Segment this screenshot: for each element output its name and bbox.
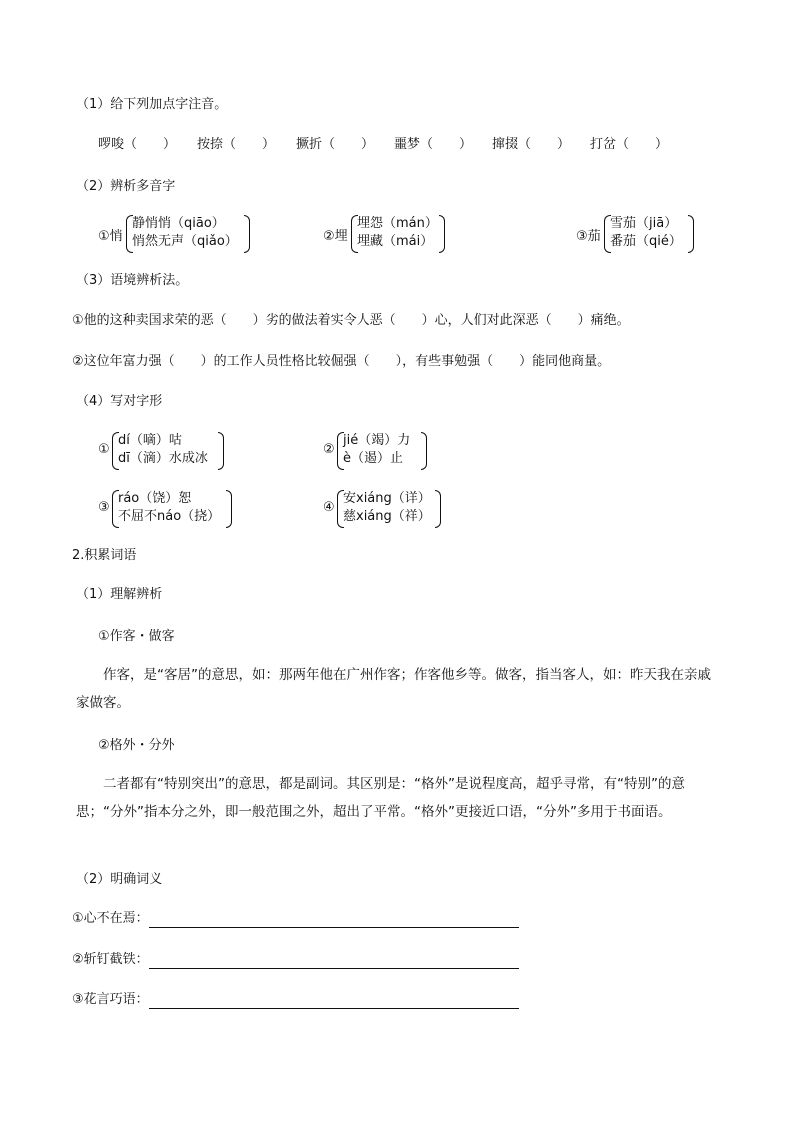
fill-line-3 — [72, 991, 519, 1009]
group-label: ① — [98, 442, 110, 457]
right-brace — [218, 432, 224, 470]
group-line: è（遏）止 — [343, 451, 403, 466]
group-line: ráo（饶）恕 — [118, 491, 192, 506]
polyphone-group — [323, 215, 453, 255]
heading-context: （3）语境辨析法。 — [76, 273, 189, 288]
heading-polyphone: （2）辨析多音字 — [76, 179, 176, 194]
section-title-vocabulary: 2.积累词语 — [72, 548, 137, 563]
group-line: 不屈不náo（挠） — [118, 509, 221, 524]
explanation-paragraph-2 — [76, 770, 722, 826]
group-line: 静悄悄（qiāo） — [132, 216, 225, 231]
item-title-1: ①作客・做客 — [98, 629, 175, 644]
glyph-group — [98, 432, 238, 472]
item-title-2: ②格外・分外 — [98, 738, 175, 753]
answer-blank[interactable] — [149, 954, 519, 969]
pinyin-item: 撺掇（ ） — [492, 137, 571, 152]
group-label: ③茄 — [576, 229, 601, 244]
fill-line-2 — [72, 951, 519, 969]
answer-blank[interactable] — [149, 994, 519, 1009]
group-label: ②埋 — [323, 229, 348, 244]
pinyin-item: 打岔（ ） — [590, 137, 669, 152]
glyph-group — [323, 490, 453, 530]
group-line: 埋怨（mán） — [357, 216, 438, 231]
group-line: dí（嘀）咕 — [118, 433, 182, 448]
right-brace — [244, 215, 250, 253]
paragraph-text: 二者都有“特别突出”的意思，都是副词。其区别是：“格外”是说程度高，超乎寻常，有“特别”的意思；“分外”指本分之外，即一般范围之外，超出了平常。“格外”更接近口语，“分外”多用于书面语。 — [76, 776, 685, 820]
context-sentence-1: ①他的这种卖国求荣的恶（ ）劣的做法着实令人恶（ ）心，人们对此深恶（ ）痛绝。 — [72, 313, 630, 328]
pinyin-item: 按捺（ ） — [197, 137, 276, 152]
group-line: jié（竭）力 — [343, 433, 411, 448]
heading-meaning: （2）明确词义 — [76, 872, 163, 887]
paragraph-text: 作客，是“客居”的意思，如：那两年他在广州作客；作客他乡等。做客，指当客人，如：昨天我在亲戚家做客。 — [76, 667, 711, 711]
right-brace — [688, 215, 694, 253]
right-brace — [421, 432, 427, 470]
pinyin-item: 噩梦（ ） — [394, 137, 473, 152]
polyphone-group — [576, 215, 706, 255]
group-line: 悄然无声（qiǎo） — [132, 234, 238, 249]
group-label: ①悄 — [98, 229, 123, 244]
fill-label: ②斩钉截铁： — [72, 952, 149, 967]
group-label: ④ — [323, 500, 335, 515]
pinyin-item: 啰唆（ ） — [98, 137, 177, 152]
heading-understand: （1）理解辨析 — [76, 587, 163, 602]
pinyin-item: 撅折（ ） — [296, 137, 375, 152]
pinyin-row — [0, 136, 794, 154]
group-line: dī（滴）水成冰 — [118, 451, 208, 466]
answer-blank[interactable] — [149, 913, 519, 928]
explanation-paragraph-1 — [76, 661, 722, 717]
fill-label: ①心不在焉： — [72, 911, 149, 926]
group-label: ③ — [98, 500, 110, 515]
group-line: 番茄（qié） — [610, 234, 682, 249]
heading-pronunciation: （1）给下列加点字注音。 — [76, 97, 228, 112]
polyphone-group — [98, 215, 258, 255]
right-brace — [226, 490, 232, 528]
fill-line-1 — [72, 910, 519, 928]
fill-label: ③花言巧语： — [72, 992, 149, 1007]
group-line: 雪茄（jiā） — [610, 216, 678, 231]
group-label: ② — [323, 442, 335, 457]
group-line: 安xiáng（详） — [343, 491, 431, 506]
heading-glyphs: （4）写对字形 — [76, 394, 163, 409]
right-brace — [435, 490, 441, 528]
context-sentence-2: ②这位年富力强（ ）的工作人员性格比较倔强（ ），有些事勉强（ ）能同他商量。 — [72, 354, 611, 369]
right-brace — [439, 215, 445, 253]
group-line: 慈xiáng（祥） — [343, 509, 431, 524]
glyph-group — [323, 432, 443, 472]
group-line: 埋藏（mái） — [357, 234, 434, 249]
glyph-group — [98, 490, 238, 530]
